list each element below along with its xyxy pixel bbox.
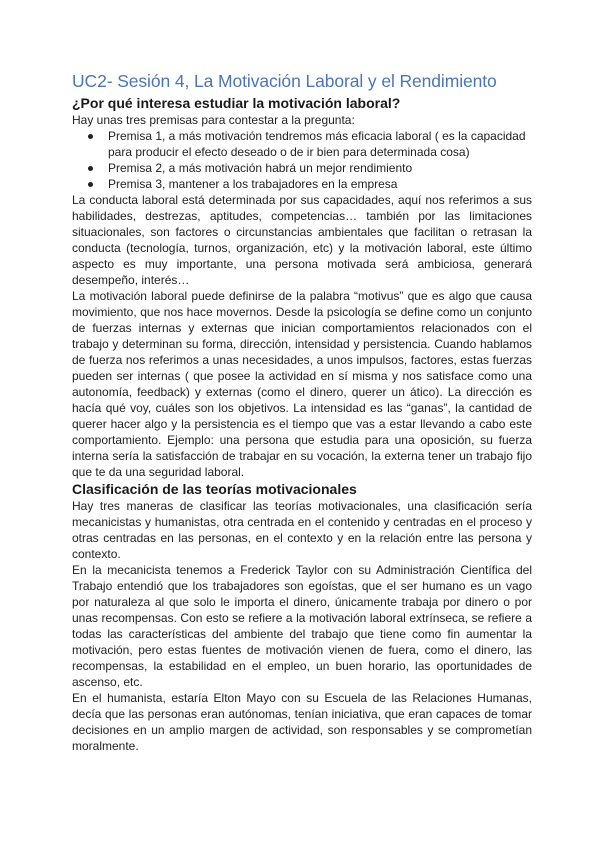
paragraph-tres-maneras: Hay tres maneras de clasificar las teorías motivacionales, una clasificación sería mecanicistas y humanistas, otra centrada en el contenido y centradas en el proceso y otras centradas en las personas, en el contexto y en la relación entre las persona y contexto. — [72, 499, 532, 561]
bullet-icon — [88, 182, 93, 187]
section-heading-clasificacion: Clasificación de las teorías motivacionales — [72, 481, 357, 497]
bullet-icon — [88, 134, 93, 139]
list-item — [108, 176, 532, 192]
paragraph-definicion-motivacion: La motivación laboral puede definirse de la palabra “motivus” que es algo que causa movimiento, que nos hace movernos. Desde la psicología se define como un conjunto de fuerzas internas y externas que inician comportamientos relacionados con el trabajo y determinan su forma, dirección, intensidad y persistencia. Cuando hablamos de fuerza nos referimos a unas necesidades, a unos impulsos, factores, estas fuerzas pueden ser internas ( que posee la actividad en sí misma y nos satisface como una autonomía, feedback) y externas (como el dinero, querer un ático). La dirección es hacía qué voy, cuáles son los objetivos. La intensidad es las “ganas”, la cantidad de querer hacer algo y la persistencia es el tiempo que vas a estar llevando a cabo este comportamiento. Ejemplo: una persona que estudia para una oposición, su fuerza interna sería la satisfacción de trabajar en su vocación, la externa tener un trabajo fijo que te da una seguridad laboral. — [72, 289, 532, 479]
premise-text: Premisa 2, a más motivación habrá un mejor rendimiento — [108, 161, 413, 175]
premise-text: Premisa 1, a más motivación tendremos más eficacia laboral ( es la capacidad para producir el efecto deseado o de ir bien para determinada cosa) — [108, 129, 526, 159]
paragraph-mecanicista: En la mecanicista tenemos a Frederick Taylor con su Administración Científica del Trabajo entendió que los trabajadores son egoístas, que el ser humano es un vago por naturaleza al que solo le importa el dinero, únicamente trabaja por dinero o por unas recompensas. Con esto se refiere a la motivación laboral extrínseca, se refiere a todas las características del ambiente del trabajo que tiene como fin aumentar la motivación, pero estas fuentes de motivación vienen de fuera, como el dinero, las recompensas, la estabilidad en el empleo, un buen horario, las oportunidades de ascenso, etc. — [72, 563, 532, 689]
bullet-icon — [88, 166, 93, 171]
paragraph-humanista: En el humanista, estaría Elton Mayo con su Escuela de las Relaciones Humanas, decía que las personas eran autónomas, tenían iniciativa, que eran capaces de tomar decisiones en un amplio margen de actividad, son responsables y se comprometían moralmente. — [72, 691, 532, 753]
page-title: UC2- Sesión 4, La Motivación Laboral y el Rendimiento — [72, 71, 497, 91]
premises-list — [72, 128, 532, 192]
paragraph-conducta-laboral: La conducta laboral está determinada por sus capacidades, aquí nos referimos a sus habilidades, destrezas, aptitudes, competencias… también por las limitaciones situacionales, son factores o circunstancias ambientales que facilitan o retrasan la conducta (tecnología, turnos, organización, etc) y la motivación laboral, este último aspecto es muy importante, una persona motivada será ambiciosa, generará desempeño, interés… — [72, 193, 532, 287]
premise-text: Premisa 3, mantener a los trabajadores en la empresa — [108, 177, 398, 191]
list-item — [108, 160, 532, 176]
premises-intro: Hay unas tres premisas para contestar a la pregunta: — [72, 113, 355, 127]
section-heading-why-study: ¿Por qué interesa estudiar la motivación laboral? — [72, 95, 401, 111]
list-item — [108, 128, 532, 160]
document-body — [72, 70, 532, 754]
